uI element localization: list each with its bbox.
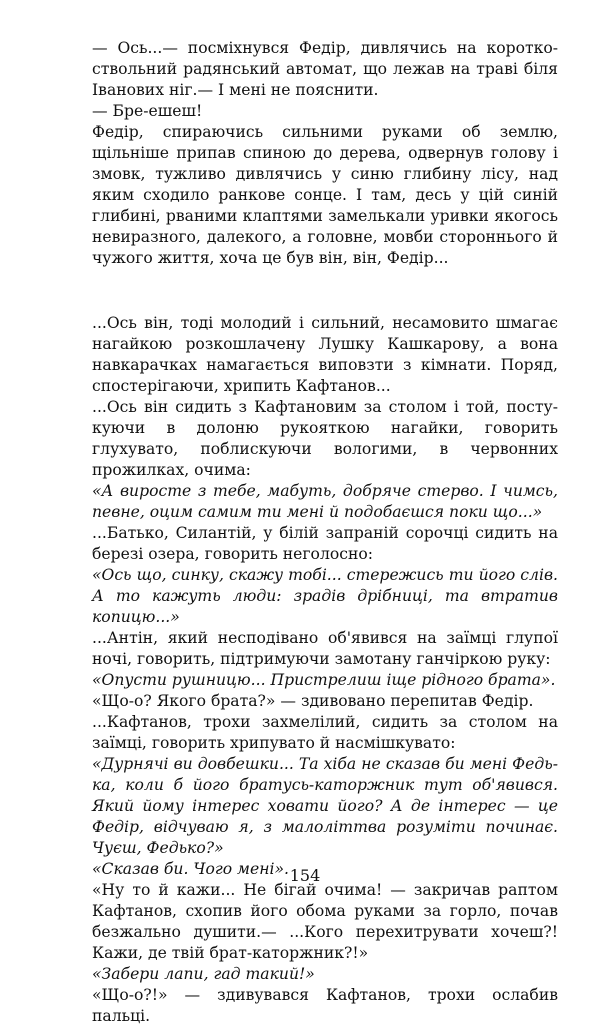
- paragraph: ...Батько, Силантій, у білій запраній сорочці сидить на березі озера, говорить неголосно:: [92, 524, 558, 563]
- section-2: [92, 313, 558, 1027]
- paragraph: «А виросте з тебе, мабуть, добряче стерво. І чимсь, певне, оцим самим ти мені й подобаєшся поки що...»: [92, 482, 558, 521]
- paragraph: «Що-о?!» — здивувався Кафтанов, трохи ослабив пальці.: [92, 986, 558, 1025]
- paragraph: «Дурнячі ви довбешки... Та хіба не сказав би мені Федька, коли б його братусь-каторжник тут об'явився. Який йому інтерес ховати його? А де інтерес — це Федір, відчуваю я, з малоліттва розуміти починає. Чуєш, Федько?»: [92, 755, 558, 857]
- section-1: [92, 38, 558, 269]
- paragraph: «Що-о? Якого брата?» — здивовано перепитав Федір.: [92, 692, 534, 710]
- paragraph: — Ось...— посміхнувся Федір, дивлячись на короткоствольний радянський автомат, що лежав на траві біля Іванових ніг.— І мені не пояснити.: [92, 39, 558, 99]
- paragraph: «Ну то й кажи... Не бігай очима! — закричав раптом Кафтанов, схопив його обома руками за горло, почав безжально душити.— ...Кого перехитрувати хочеш?! Кажи, де твій брат-каторжник?!»: [92, 881, 558, 962]
- paragraph: ...Ось він, тоді молодий і сильний, несамовито шмагає нагайкою розкошлачену Лушку Кашкарову, а вона навкарачках намагається виповзти з кімнати. Поряд, спостерігаючи, хрипить Кафтанов...: [92, 314, 558, 395]
- paragraph: Федір, спираючись сильними руками об землю, щільніше припав спиною до дерева, одвернув голову і змовк, тужливо дивлячись у синю глибину лісу, над яким сходило ранкове сонце. І там, десь у цій синій глибині, рваними клаптями замелькали уривки якогось невиразного, далекого, а головне, мовби стороннього й чужого життя, хоча це був він, він, Федір...: [92, 123, 558, 267]
- page-number: 154: [289, 866, 321, 885]
- paragraph: — Бре-ешеш!: [92, 102, 203, 120]
- paragraph: «Опусти рушницю... Пристрелиш іще рідного брата».: [92, 671, 556, 689]
- paragraph: ...Кафтанов, трохи захмелілий, сидить за столом на заїмці, говорить хрипувато й насмішкувато:: [92, 713, 558, 752]
- paragraph: «Забери лапи, гад такий!»: [92, 965, 315, 983]
- paragraph: ...Антін, який несподівано об'явився на заїмці глупої ночі, говорить, підтримуючи замотану ганчіркою руку:: [92, 629, 558, 668]
- section-gap: [92, 269, 558, 313]
- paragraph: ...Ось він сидить з Кафтановим за столом і той, постукуючи в долоню рукояткою нагайки, говорить глухувато, поблискуючи вологими, в червонних прожилках, очима:: [92, 398, 558, 479]
- paragraph: «Сказав би. Чого мені».: [92, 860, 289, 878]
- paragraph: «Ось що, синку, скажу тобі... стережись ти його слів. А то кажуть люди: зрадів дрібниці, та втратив копицю...»: [92, 566, 558, 626]
